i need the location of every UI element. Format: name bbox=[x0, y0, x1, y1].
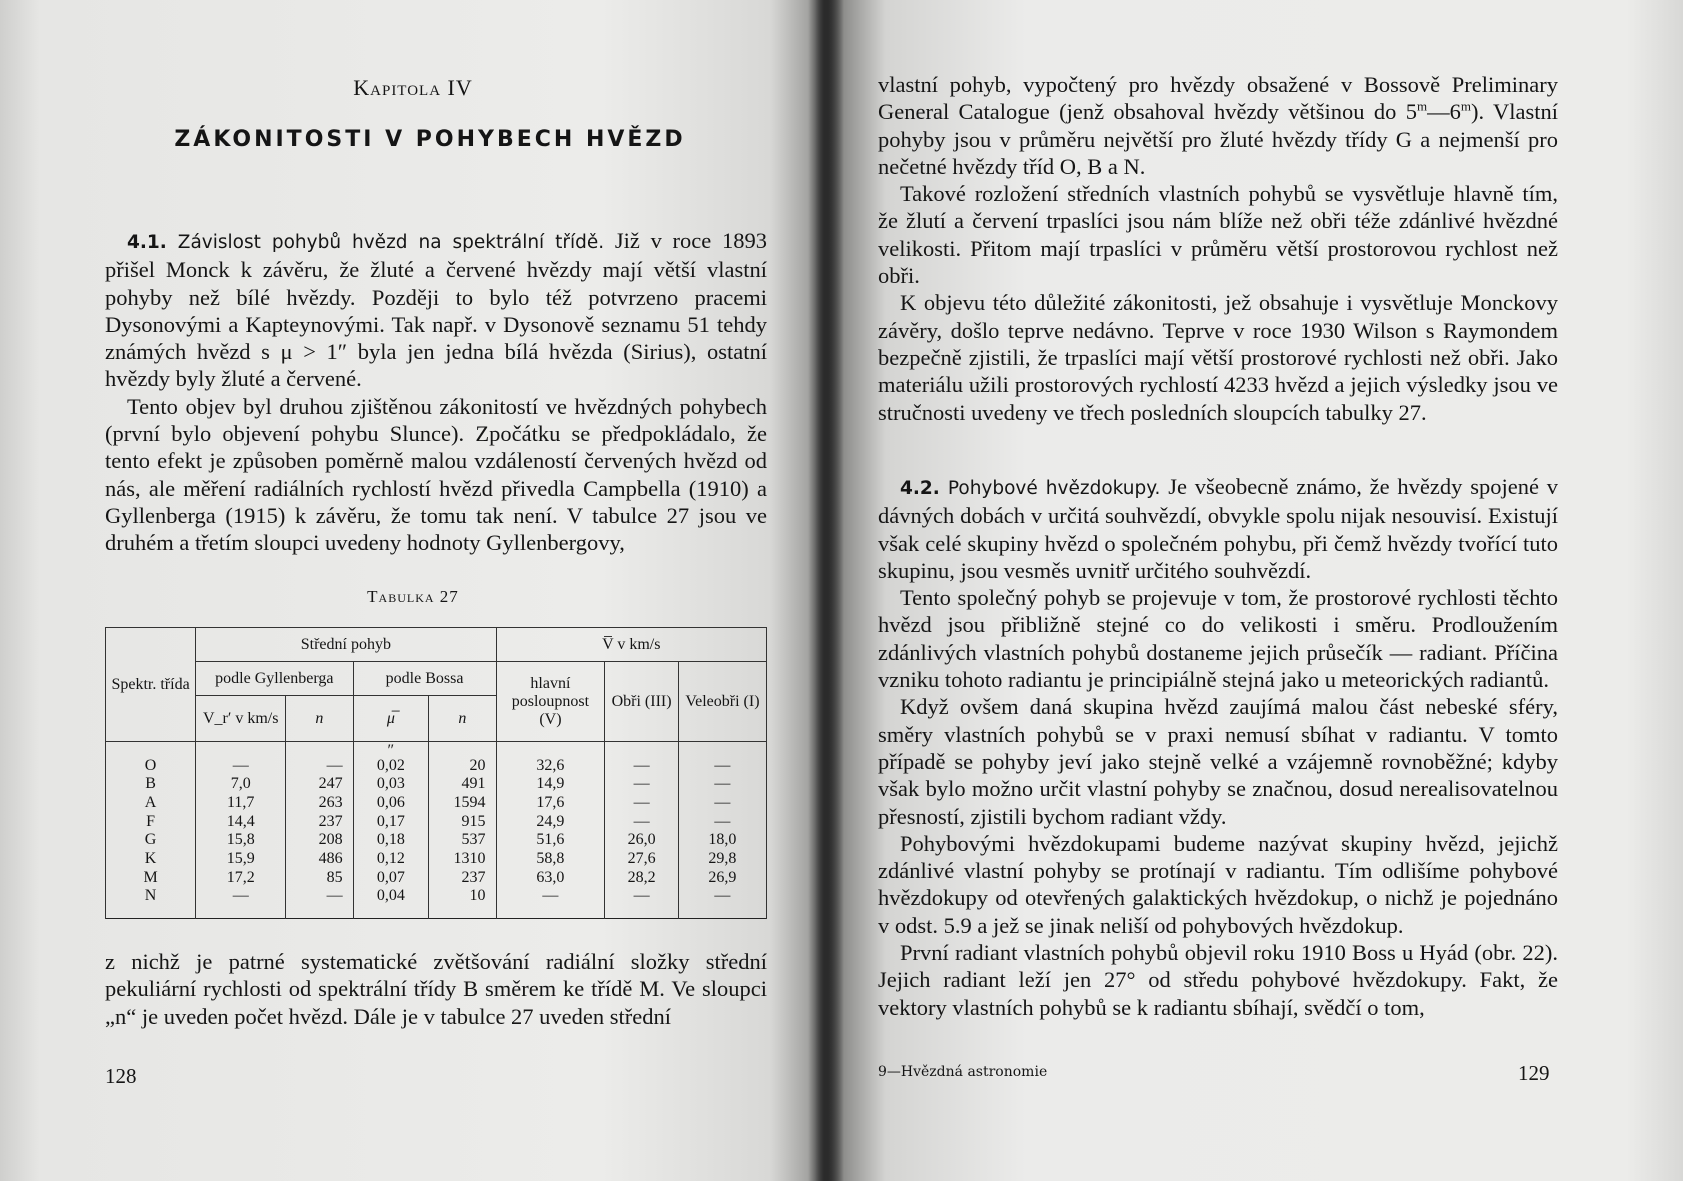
right-page bbox=[826, 0, 1683, 1181]
left-paragraph-2: Tento objev byl druhou zjištěnou zákonitostí ve hvězdných pohybech (první bylo objevení pohybu Slunce). Zpočátku se předpokládalo, že tento efekt je způsoben poměrně malou vzdáleností červených hvězd od nás, ale měření radiálních rychlostí hvězd přivedla Campbella (1910) a Gyllenberga (1915) k závěru, že tomu tak není. V tabulce 27 jsou ve druhém a třetím sloupci uvedeny hodnoty Gyllenbergovy, bbox=[105, 393, 767, 556]
table-cell-cls: M bbox=[106, 868, 196, 887]
table-cell-v: 17,6 bbox=[496, 794, 605, 813]
table-cell-n1: 486 bbox=[286, 850, 353, 869]
table-cell-n2: 537 bbox=[429, 831, 496, 850]
table-cell-v: 51,6 bbox=[496, 831, 605, 850]
table-cell-cls: F bbox=[106, 812, 196, 831]
table-cell-n1: 263 bbox=[286, 794, 353, 813]
table-27 bbox=[105, 627, 767, 919]
left-paragraph-after-table: z nichž je patrné systematické zvětšování radiální složky střední pekuliární rychlosti od spektrální třídy B směrem ke třídě M. Ve sloupci „n“ je uveden počet hvězd. Dále je v tabulce 27 uveden střední bbox=[105, 949, 767, 1029]
table-cell-mu: 0,04 bbox=[353, 887, 429, 919]
table-cell-vele: — bbox=[678, 794, 766, 813]
table-cell-mu: 0,02 bbox=[353, 757, 429, 776]
table-cell-vele: 18,0 bbox=[678, 831, 766, 850]
table-cell-n1: 237 bbox=[286, 812, 353, 831]
table-row bbox=[106, 887, 767, 919]
table-unit-cell bbox=[678, 742, 766, 757]
right-paragraph-3: K objevu této důležité zákonitosti, jež obsahuje i vysvětluje Monckovy závěry, došlo teprve nedávno. Teprve v roce 1930 Wilson s Raymondem bezpečně zjistili, že trpaslíci mají větší prostorové rychlosti než obři. Jako materiálu užili prostorových rychlostí 4233 hvězd a jejich výsledky jsou ve stručnosti uvedeny ve třech posledních sloupcích tabulky 27. bbox=[878, 290, 1558, 425]
right-paragraph-1-part-b: —6 bbox=[1427, 99, 1461, 125]
table-cell-mu: 0,03 bbox=[353, 775, 429, 794]
table-unit-cell bbox=[429, 742, 496, 757]
table-cell-mu: 0,18 bbox=[353, 831, 429, 850]
table-cell-n1: — bbox=[286, 887, 353, 919]
table-cell-vr: — bbox=[196, 887, 286, 919]
section-4-2-text: Je všeobecně známo, že hvězdy spojené v dávných dobách v určitá souhvězdí, obvykle spolu nijak nesouvisí. Existují však celé skupiny hvězd o společném pohybu, při čemž hvězdy tvořící tuto skupinu, jsou vesměs uvnitř určitého souhvězdí. bbox=[878, 474, 1558, 583]
table-row bbox=[106, 812, 767, 831]
table-cell-v: 63,0 bbox=[496, 868, 605, 887]
section-4-1-heading bbox=[127, 232, 604, 253]
table-cell-obri: 27,6 bbox=[605, 850, 679, 869]
table-cell-mu: 0,06 bbox=[353, 794, 429, 813]
table-cell-vr: 17,2 bbox=[196, 868, 286, 887]
table-cell-vr: — bbox=[196, 757, 286, 776]
col-n-bossa: n bbox=[429, 696, 496, 742]
table-cell-mu: 0,07 bbox=[353, 868, 429, 887]
right-paragraph-5: Tento společný pohyb se projevuje v tom, že prostorové rychlosti těchto hvězd jsou přibližně stejné co do velikosti i směru. Prodloužením zdánlivých vlastních pohybů dostaneme jejich průsečík — radiant. Příčina vzniku tohoto radiantu je principiálně stejná jako u meteorických radiantů. bbox=[878, 585, 1558, 693]
table-cell-v: 32,6 bbox=[496, 757, 605, 776]
chapter-label: Kapitola IV bbox=[353, 75, 473, 100]
table-cell-n1: 247 bbox=[286, 775, 353, 794]
table-cell-n1: 208 bbox=[286, 831, 353, 850]
table-cell-obri: 26,0 bbox=[605, 831, 679, 850]
right-paragraph-1 bbox=[878, 71, 1558, 180]
table-unit-cell bbox=[496, 742, 605, 757]
right-paragraph-7: Pohybovými hvězdokupami budeme nazývat skupiny hvězd, jejichž zdánlivé vlastní pohyby se protínají v radiantu. Tím odlišíme pohybové hvězdokupy od otevřených galaktických hvězdokup, o nichž je pojednáno v odst. 5.9 a jež se jinak neliší od pohybových hvězdokup. bbox=[878, 830, 1558, 938]
table-cell-n2: 1594 bbox=[429, 794, 496, 813]
sub-bossa: podle Bossa bbox=[353, 662, 496, 696]
table-cell-vr: 15,9 bbox=[196, 850, 286, 869]
table-cell-vele: 26,9 bbox=[678, 868, 766, 887]
table-cell-n2: 915 bbox=[429, 812, 496, 831]
table-row bbox=[106, 757, 767, 776]
table-cell-obri: — bbox=[605, 794, 679, 813]
col-veleobri: Veleobři (I) bbox=[678, 662, 766, 742]
table-cell-n1: — bbox=[286, 757, 353, 776]
table-cell-vele: — bbox=[678, 812, 766, 831]
table-unit-row bbox=[106, 742, 767, 757]
table-cell-n2: 20 bbox=[429, 757, 496, 776]
right-text-top bbox=[878, 71, 1558, 426]
left-text-bottom bbox=[105, 948, 767, 1030]
chapter-title: ZÁKONITOSTI V POHYBECH HVĚZD bbox=[174, 127, 686, 152]
section-4-1-paragraph bbox=[105, 227, 767, 393]
table-cell-vele: — bbox=[678, 775, 766, 794]
sub-gyllenberg: podle Gyllenberga bbox=[196, 662, 353, 696]
table-cell-vr: 11,7 bbox=[196, 794, 286, 813]
magnitude-sup-2: m bbox=[1460, 98, 1471, 114]
col-n-gyllenberg: n bbox=[286, 696, 353, 742]
table-row bbox=[106, 775, 767, 794]
table-cell-n2: 237 bbox=[429, 868, 496, 887]
table-cell-vele: — bbox=[678, 757, 766, 776]
magnitude-sup-1: m bbox=[1416, 98, 1428, 114]
table-cell-obri: — bbox=[605, 775, 679, 794]
table-cell-mu: 0,17 bbox=[353, 812, 429, 831]
table-cell-obri: — bbox=[605, 887, 679, 919]
table-cell-cls: N bbox=[106, 887, 196, 919]
right-text-bottom bbox=[878, 473, 1558, 1021]
table-unit-cell bbox=[106, 742, 196, 757]
section-4-2-heading bbox=[900, 478, 1160, 499]
table-unit-cell: ″ bbox=[353, 742, 429, 757]
table-row bbox=[106, 831, 767, 850]
table-cell-vr: 7,0 bbox=[196, 775, 286, 794]
table-cell-vele: — bbox=[678, 887, 766, 919]
table-cell-n2: 1310 bbox=[429, 850, 496, 869]
table-unit-cell bbox=[286, 742, 353, 757]
table-cell-n1: 85 bbox=[286, 868, 353, 887]
group-stredni-pohyb: Střední pohyb bbox=[196, 628, 496, 662]
col-hlavni-posloupnost: hlavní posloupnost (V) bbox=[496, 662, 605, 742]
table-cell-cls: B bbox=[106, 775, 196, 794]
table-cell-cls: O bbox=[106, 757, 196, 776]
table-cell-obri: 28,2 bbox=[605, 868, 679, 887]
table-cell-n2: 10 bbox=[429, 887, 496, 919]
table-cell-v: — bbox=[496, 887, 605, 919]
table-unit-cell bbox=[605, 742, 679, 757]
table-cell-vr: 15,8 bbox=[196, 831, 286, 850]
right-paragraph-8: První radiant vlastních pohybů objevil roku 1910 Boss u Hyád (obr. 22). Jejich radiant leží jen 27° od středu pohybové hvězdokupy. Fakt, že vektory vlastních pohybů se k radiantu sbíhají, svědčí o tom, bbox=[878, 940, 1558, 1020]
table-row bbox=[106, 850, 767, 869]
col-obri: Obři (III) bbox=[605, 662, 679, 742]
table-cell-n2: 491 bbox=[429, 775, 496, 794]
col-spektr-trida: Spektr. třída bbox=[106, 628, 196, 742]
right-paragraph-6: Když ovšem daná skupina hvězd zaujímá malou část nebeské sféry, směry vlastních pohybů se v praxi nemusí sbíhat v radiantu. V tomto případě se pohyby jeví jako stejně velké a vzájemně rovnoběžné; kdyby však bylo možno určit vlastní pohyby se značnou, dosud nerealisovatelnou přesností, zjistili bychom radiant vždy. bbox=[878, 694, 1558, 829]
section-4-2-number: 4.2. bbox=[900, 478, 940, 499]
table-cell-v: 24,9 bbox=[496, 812, 605, 831]
section-4-2-title: Pohybové hvězdokupy. bbox=[947, 478, 1161, 499]
col-vr: V_r′ v km/s bbox=[196, 696, 286, 742]
table-unit-cell bbox=[196, 742, 286, 757]
table-row bbox=[106, 794, 767, 813]
table-body bbox=[106, 742, 767, 919]
col-mu: μ̅ bbox=[353, 696, 429, 742]
section-4-1-number: 4.1. bbox=[127, 232, 167, 253]
group-v-km-s: V̅ v km/s bbox=[496, 628, 766, 662]
table-cell-cls: A bbox=[106, 794, 196, 813]
table-cell-obri: — bbox=[605, 757, 679, 776]
table-cell-obri: — bbox=[605, 812, 679, 831]
left-text-top bbox=[105, 227, 767, 557]
table-label: Tabulka 27 bbox=[367, 587, 459, 606]
section-4-1-title: Závislost pohybů hvězd na spektrální třídě. bbox=[177, 232, 605, 253]
table-cell-cls: G bbox=[106, 831, 196, 850]
table-cell-vr: 14,4 bbox=[196, 812, 286, 831]
table-cell-vele: 29,8 bbox=[678, 850, 766, 869]
table-cell-v: 58,8 bbox=[496, 850, 605, 869]
section-4-2-paragraph bbox=[878, 473, 1558, 584]
page-number-right: 129 bbox=[1518, 1061, 1550, 1085]
right-paragraph-2: Takové rozložení středních vlastních pohybů se vysvětluje hlavně tím, že žlutí a červení trpaslíci jsou nám blíže než obři téže zdánlivé hvězdné velikosti. Přitom mají trpaslíci v průměru větší prostorovou rychlost než obři. bbox=[878, 181, 1558, 289]
table-cell-mu: 0,12 bbox=[353, 850, 429, 869]
right-paragraph-1-part-c: ). Vlastní pohyby jsou v průměru největší pro žluté hvězdy třídy G a nejmenší pro nečetné hvězdy tříd O, B a N. bbox=[878, 99, 1558, 179]
table-cell-cls: K bbox=[106, 850, 196, 869]
table-cell-v: 14,9 bbox=[496, 775, 605, 794]
book-gutter bbox=[808, 0, 844, 1181]
footer-note: 9—Hvězdná astronomie bbox=[878, 1064, 1048, 1080]
page-number-left: 128 bbox=[105, 1064, 137, 1088]
table-row bbox=[106, 868, 767, 887]
section-4-1-text: Již v roce 1893 přišel Monck k závěru, že žluté a červené hvězdy mají větší vlastní pohyby než bílé hvězdy. Později to bylo též potvrzeno pracemi Dysonovými a Kapteynovými. Tak např. v Dysonově seznamu 51 tehdy známých hvězd s μ > 1″ byla jen jedna bílá hvězda (Sirius), ostatní hvězdy byly žluté a červené. bbox=[105, 228, 767, 392]
left-page bbox=[0, 0, 826, 1181]
right-paragraph-1-part-a: vlastní pohyb, vypočtený pro hvězdy obsažené v Bossově Preliminary General Catalogue (jenž obsahoval hvězdy většinou do 5 bbox=[878, 72, 1558, 125]
